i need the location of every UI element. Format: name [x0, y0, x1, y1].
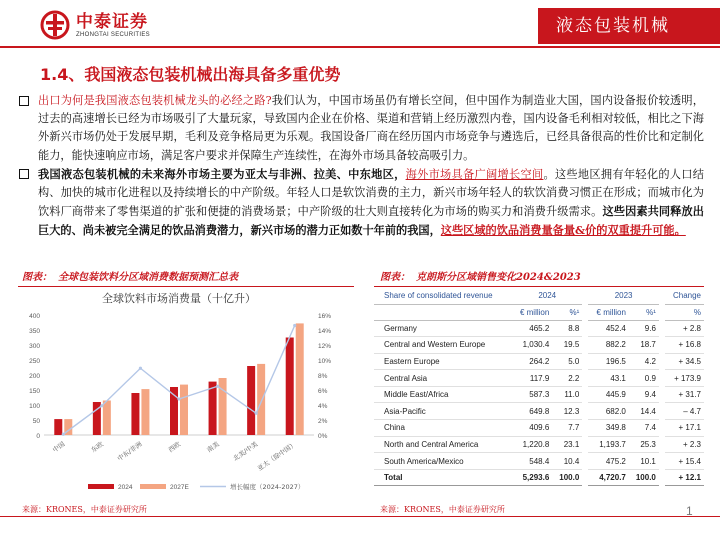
growth-point: [139, 367, 142, 370]
row-region: North and Central America: [374, 436, 512, 453]
row-p2023: 9.6: [629, 320, 662, 337]
legend-2027e-swatch: [140, 484, 166, 489]
bar-2024: [54, 419, 62, 435]
y-tick-label: 300: [29, 343, 40, 350]
row-p2024: 11.0: [552, 386, 585, 403]
row-p2024: 12.3: [552, 403, 585, 420]
row-change: + 15.4: [662, 453, 704, 470]
beverage-consumption-chart: [18, 287, 354, 499]
row-change: + 2.8: [662, 320, 704, 337]
row-m2023: 445.9: [585, 386, 629, 403]
unit-blank: [374, 304, 512, 320]
y2-tick-label: 0%: [318, 433, 328, 440]
row-m2024: 264.2: [512, 353, 552, 370]
bullet2-highlight: 海外市场具备广阔增长空间: [405, 167, 544, 181]
logo-cn-text: 中泰证券: [76, 11, 148, 32]
row-p2023: 0.9: [629, 370, 662, 387]
row-p2023: 25.3: [629, 436, 662, 453]
fig-right-source: 来源：KRONES，中泰证券研究所: [380, 505, 505, 514]
y-tick-label: 100: [29, 403, 40, 410]
row-p2024: 19.5: [552, 337, 585, 354]
y2-tick-label: 16%: [318, 313, 332, 320]
bar-2027e: [296, 323, 304, 435]
row-change: + 16.8: [662, 337, 704, 354]
logo-en-text: ZHONGTAI SECURITIES: [76, 31, 150, 38]
y-tick-label: 400: [29, 313, 40, 320]
bar-2027e: [103, 401, 111, 436]
bar-2027e: [257, 364, 265, 435]
bullet-overseas-market: [18, 165, 704, 241]
legend-growth-label: 增长幅度（2024-2027）: [230, 483, 305, 491]
y2-tick-label: 6%: [318, 388, 328, 395]
bullet2-bold-red: 这些区域的饮品消费量备量&价的双重提升可能。: [440, 223, 686, 238]
growth-point: [100, 404, 103, 407]
y2-tick-label: 12%: [318, 343, 332, 350]
unit-pct-2024: %¹: [552, 304, 585, 320]
fig-left-label: 图表：: [22, 272, 52, 283]
row-m2023: 475.2: [585, 453, 629, 470]
y2-tick-label: 8%: [318, 373, 328, 380]
total-m2023: 4,720.7: [585, 469, 629, 486]
bullet-export-reason: [18, 92, 704, 165]
row-change: + 2.3: [662, 436, 704, 453]
x-tick-label: 中东/非洲: [115, 440, 144, 463]
year-2023-header: 2023: [585, 287, 662, 304]
section-banner: 液态包装机械: [538, 8, 720, 44]
unit-change: %: [662, 304, 704, 320]
y2-tick-label: 2%: [318, 418, 328, 425]
fig-right-caption: [380, 270, 581, 286]
bar-2024: [131, 393, 139, 435]
bar-2027e: [219, 378, 227, 435]
row-region: South America/Mexico: [374, 453, 512, 470]
row-p2024: 10.4: [552, 453, 585, 470]
y-tick-label: 350: [29, 328, 40, 335]
x-tick-label: 北美/中美: [231, 440, 260, 463]
row-change: + 173.9: [662, 370, 704, 387]
table-row: [374, 420, 704, 437]
growth-point: [255, 412, 258, 415]
row-m2024: 1,220.8: [512, 436, 552, 453]
total-p2024: 100.0: [552, 469, 585, 486]
y-tick-label: 200: [29, 373, 40, 380]
total-region: Total: [374, 469, 512, 486]
row-p2024: 7.7: [552, 420, 585, 437]
fig-right-label: 图表：: [380, 272, 410, 283]
row-region: Central and Western Europe: [374, 337, 512, 354]
fig-left-title: 全球包装饮料分区域消费数据预测汇总表: [58, 272, 238, 283]
row-region: China: [374, 420, 512, 437]
row-m2023: 43.1: [585, 370, 629, 387]
table-total-row: [374, 469, 704, 486]
bullet1-body: 我们认为，中国市场虽仍有增长空间，但中国作为制造业大国，国内设备报价较透明，过去的高速增长已经为市场吸引了大量玩家，导致国内企业在价格、渠道和营销上经历激烈内卷，国内设备毛利相对较低，相比之下海外新兴市场仍处于发展早期，毛利及竞争格局更为乐观。我国设备厂商在经历国内市场竞争与遴选后，已经具备很高的性价比和定制化能力，能快速响应市场，满足客户要求并保障生产连续性，在海外市场具备较高吸引力。: [38, 94, 704, 162]
row-p2023: 4.2: [629, 353, 662, 370]
table-header-row: [374, 287, 704, 304]
row-change: – 4.7: [662, 403, 704, 420]
fig-right-title: 克朗斯分区域销售变化2024&2023: [416, 272, 581, 283]
bullet2-lead: 我国液态包装机械的未来海外市场主要为亚太与非洲、拉美、中东地区，: [38, 166, 406, 181]
unit-pct-2023: %¹: [629, 304, 662, 320]
row-m2024: 587.3: [512, 386, 552, 403]
change-header: Change: [662, 287, 704, 304]
logo-mark-icon: [40, 10, 70, 40]
x-tick-label: 亚太（除中国）: [256, 440, 298, 473]
row-p2023: 18.7: [629, 337, 662, 354]
row-p2023: 10.1: [629, 453, 662, 470]
row-m2023: 452.4: [585, 320, 629, 337]
row-p2024: 2.2: [552, 370, 585, 387]
year-2024-header: 2024: [512, 287, 585, 304]
header-divider: [0, 46, 720, 48]
row-p2023: 14.4: [629, 403, 662, 420]
row-p2024: 5.0: [552, 353, 585, 370]
row-p2023: 7.4: [629, 420, 662, 437]
growth-point: [216, 385, 219, 388]
y2-tick-label: 10%: [318, 358, 332, 365]
bullet-square-icon: [19, 96, 29, 106]
row-m2024: 117.9: [512, 370, 552, 387]
x-tick-label: 南美: [205, 440, 221, 455]
share-header: Share of consolidated revenue: [374, 287, 512, 304]
table-row: [374, 320, 704, 337]
row-change: + 31.7: [662, 386, 704, 403]
growth-point: [177, 397, 180, 400]
legend-2024-swatch: [88, 484, 114, 489]
bar-2024: [247, 366, 255, 435]
bullet-square-icon: [19, 169, 29, 179]
row-region: Germany: [374, 320, 512, 337]
body-text: [18, 92, 704, 241]
page-title: 1.4、我国液态包装机械出海具备多重优势: [40, 65, 341, 84]
bar-2024: [209, 382, 217, 435]
bullet1-question: 出口为何是我国液态包装机械龙头的必经之路?: [38, 94, 272, 107]
table-unit-row: [374, 304, 704, 320]
table-row: [374, 337, 704, 354]
row-m2023: 349.8: [585, 420, 629, 437]
bullet2-bold: 这些因素共同释放出巨大的、尚未被完全满足的饮品消费潜力，新兴市场的潜力正如数十年前的我国，: [38, 204, 704, 238]
growth-point: [293, 324, 296, 327]
x-tick-label: 西欧: [166, 440, 183, 455]
sales-table: [374, 287, 704, 486]
row-change: + 17.1: [662, 420, 704, 437]
krones-regional-sales-table: [374, 287, 704, 499]
total-change: + 12.1: [662, 469, 704, 486]
y-tick-label: 150: [29, 388, 40, 395]
legend-2024-label: 2024: [118, 484, 133, 491]
row-region: Eastern Europe: [374, 353, 512, 370]
fig-left-source: 来源：KRONES，中泰证券研究所: [22, 505, 147, 514]
row-region: Central Asia: [374, 370, 512, 387]
table-row: [374, 453, 704, 470]
table-body: [374, 320, 704, 469]
footer-divider: [0, 516, 720, 517]
y-tick-label: 250: [29, 358, 40, 365]
y2-tick-label: 4%: [318, 403, 328, 410]
table-row: [374, 353, 704, 370]
bar-2027e: [141, 389, 149, 435]
table-row: [374, 403, 704, 420]
table-row: [374, 370, 704, 387]
table-row: [374, 436, 704, 453]
row-change: + 34.5: [662, 353, 704, 370]
row-p2023: 9.4: [629, 386, 662, 403]
bar-2024: [286, 338, 294, 436]
unit-million-2024: € million: [512, 304, 552, 320]
total-p2023: 100.0: [629, 469, 662, 486]
row-region: Asia-Pacific: [374, 403, 512, 420]
chart-svg: [18, 287, 354, 499]
row-m2024: 409.6: [512, 420, 552, 437]
row-region: Middle East/Africa: [374, 386, 512, 403]
row-m2024: 548.4: [512, 453, 552, 470]
bar-2027e: [180, 385, 188, 435]
legend-2027e-label: 2027E: [170, 484, 189, 491]
bullet2-body: 。这些地区拥有年轻化的人口结构、加快的城市化进程以及持续增长的中产阶级。年轻人口是软饮消费的主力，新兴市场年轻人的软饮消费习惯正在形成；而城市化为饮料厂商带来了零售渠道的扩张和便捷的消费场景；中产阶级的壮大则直接转化为市场的购买力和消费升级需求。: [38, 167, 704, 219]
row-m2023: 1,193.7: [585, 436, 629, 453]
company-logo: [40, 8, 150, 42]
row-p2024: 8.8: [552, 320, 585, 337]
y-tick-label: 0: [36, 433, 40, 440]
page-number: 1: [686, 504, 693, 518]
row-m2024: 649.8: [512, 403, 552, 420]
unit-million-2023: € million: [585, 304, 629, 320]
x-tick-label: 东欧: [89, 440, 106, 455]
row-p2024: 23.1: [552, 436, 585, 453]
row-m2024: 465.2: [512, 320, 552, 337]
row-m2023: 196.5: [585, 353, 629, 370]
growth-point: [62, 433, 65, 436]
fig-left-caption: [22, 270, 238, 286]
row-m2023: 882.2: [585, 337, 629, 354]
row-m2024: 1,030.4: [512, 337, 552, 354]
chart-title: 全球饮料市场消费量（十亿升）: [102, 292, 256, 305]
total-m2024: 5,293.6: [512, 469, 552, 486]
y2-tick-label: 14%: [318, 328, 332, 335]
table-row: [374, 386, 704, 403]
row-m2023: 682.0: [585, 403, 629, 420]
x-tick-label: 中国: [51, 440, 67, 455]
y-tick-label: 50: [32, 418, 40, 425]
